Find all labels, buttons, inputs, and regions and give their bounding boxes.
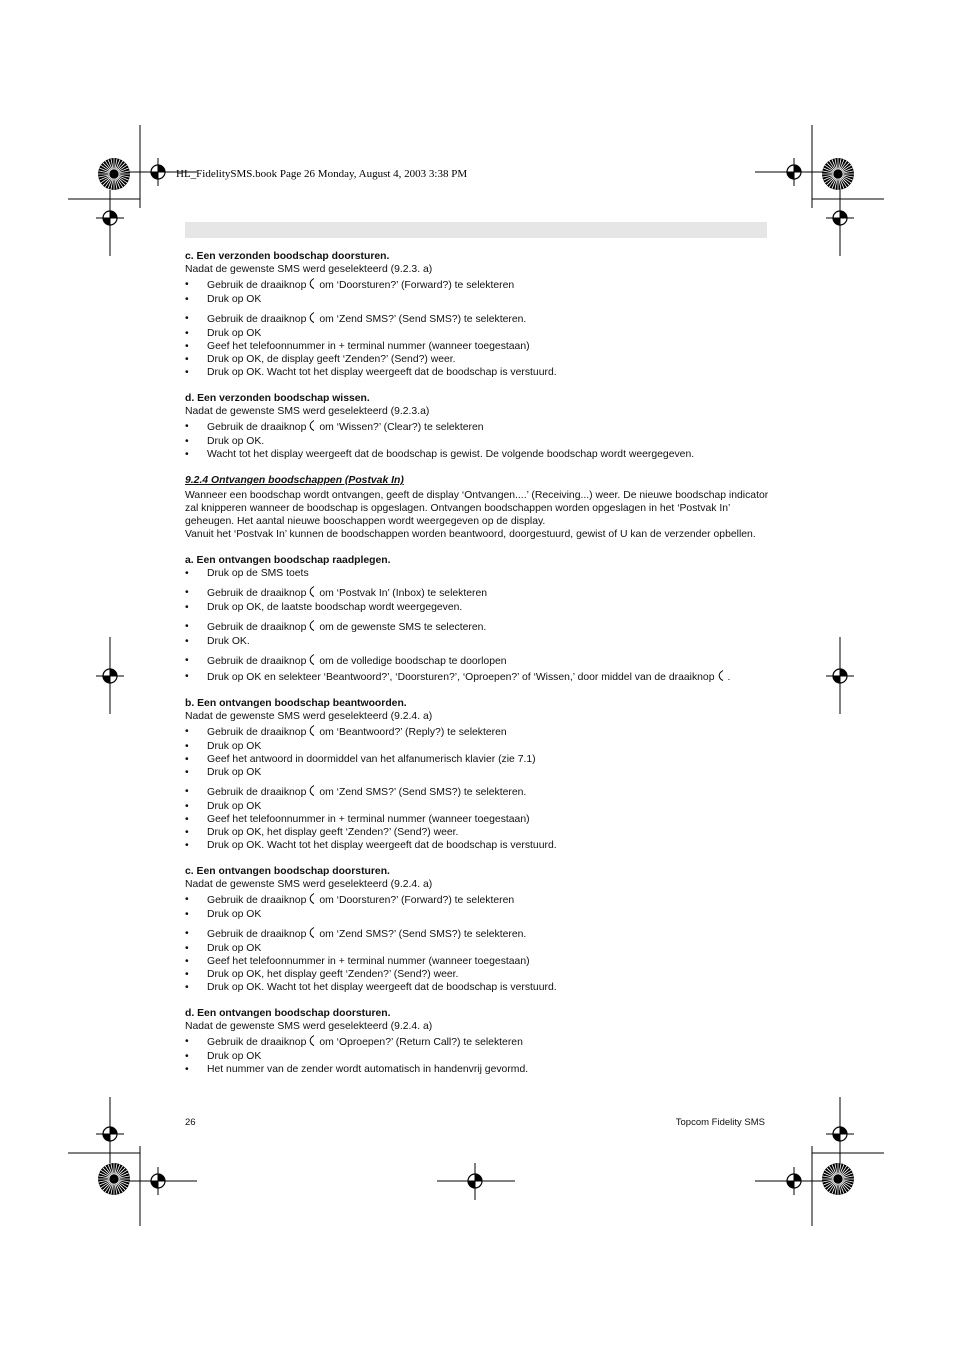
list-item-text: om de gewenste SMS te selecteren. — [319, 622, 487, 633]
list-item — [185, 839, 770, 852]
bullet-marker: • — [185, 328, 189, 339]
list-item-text: Druk op OK — [207, 801, 262, 812]
section-heading: d. Een ontvangen boodschap doorsturen. — [185, 1008, 391, 1019]
bullet-marker: • — [185, 449, 189, 460]
list-item-text: Druk op OK en selekteer ‘Beantwoord?’, ‘Doorsturen?’, ‘Oproepen?’ of ‘Wissen,’ door middel van de draaiknop — [207, 672, 715, 683]
list-item-text: . — [727, 672, 731, 683]
list-item-text: Gebruik de draaiknop — [207, 588, 307, 599]
bullet-marker: • — [185, 786, 189, 797]
list-item-text: Gebruik de draaiknop — [207, 787, 307, 798]
list-item-text: Druk op OK — [207, 328, 262, 339]
list-item-text: Druk op OK, de laatste boodschap wordt weergegeven. — [207, 602, 463, 613]
section-intro: Nadat de gewenste SMS werd geselekteerd (9.2.4. a) — [185, 711, 433, 722]
list-item — [185, 420, 770, 434]
list-item-text: Gebruik de draaiknop — [207, 656, 307, 667]
section-heading: b. Een ontvangen boodschap beantwoorden. — [185, 698, 407, 709]
bullet-marker: • — [185, 421, 189, 432]
list-item-text: Gebruik de draaiknop — [207, 622, 307, 633]
list-item — [185, 620, 770, 634]
list-item-text: Wacht tot het display weergeeft dat de boodschap is gewist. De volgende boodschap wordt weergegeven. — [207, 449, 695, 460]
subsection-title: 9.2.4 Ontvangen boodschappen (Postvak In) — [185, 475, 404, 486]
list-item — [185, 981, 770, 994]
list-item — [185, 1050, 770, 1063]
section-intro: Nadat de gewenste SMS werd geselekteerd (9.2.3. a) — [185, 264, 433, 275]
list-item — [185, 586, 770, 600]
bullet-marker: • — [185, 943, 189, 954]
list-item — [185, 353, 770, 366]
jog-dial-knob-icon — [309, 312, 315, 323]
list-item-text: Geef het telefoonnummer in + terminal nummer (wanneer toegestaan) — [207, 341, 530, 352]
jog-dial-knob-icon — [309, 893, 315, 904]
bullet-marker: • — [185, 814, 189, 825]
list-item-text: om ‘Beantwoord?’ (Reply?) te selekteren — [319, 727, 507, 738]
bullet-marker: • — [185, 767, 189, 778]
list-item-text: Gebruik de draaiknop — [207, 280, 307, 291]
list-item — [185, 670, 770, 684]
list-item-text: Druk op OK. Wacht tot het display weergeeft dat de boodschap is verstuurd. — [207, 367, 557, 378]
list-item-text: Geef het telefoonnummer in + terminal nummer (wanneer toegestaan) — [207, 814, 530, 825]
header-bar — [185, 222, 767, 238]
jog-dial-knob-icon — [309, 1035, 315, 1046]
list-item-text: Druk op OK. Wacht tot het display weergeeft dat de boodschap is verstuurd. — [207, 982, 557, 993]
bullet-marker: • — [185, 827, 189, 838]
bullet-marker: • — [185, 602, 189, 613]
list-item-text: Druk OK. — [207, 636, 250, 647]
bullet-marker: • — [185, 982, 189, 993]
bullet-marker: • — [185, 754, 189, 765]
list-item-text: Druk op OK — [207, 943, 262, 954]
bullet-marker: • — [185, 1064, 189, 1075]
list-item-text: Druk op OK — [207, 909, 262, 920]
list-item — [185, 293, 770, 306]
list-item — [185, 955, 770, 968]
list-item — [185, 766, 770, 779]
list-item-text: om de volledige boodschap te doorlopen — [319, 656, 507, 667]
jog-dial-knob-icon — [309, 785, 315, 796]
bullet-marker: • — [185, 1051, 189, 1062]
list-item-text: Druk op OK, de display geeft ‘Zenden?’ (Send?) weer. — [207, 354, 456, 365]
list-item-text: Druk op OK. Wacht tot het display weergeeft dat de boodschap is verstuurd. — [207, 840, 557, 851]
list-item-text: Gebruik de draaiknop — [207, 422, 307, 433]
list-item-text: Het nummer van de zender wordt automatisch in handenvrij gevormd. — [207, 1064, 529, 1075]
list-item — [185, 435, 770, 448]
list-item — [185, 813, 770, 826]
bullet-marker: • — [185, 928, 189, 939]
jog-dial-knob-icon — [309, 620, 315, 631]
list-item — [185, 800, 770, 813]
list-item-text: Gebruik de draaiknop — [207, 314, 307, 325]
section-heading: a. Een ontvangen boodschap raadplegen. — [185, 555, 391, 566]
jog-dial-knob-icon — [309, 278, 315, 289]
section-heading: c. Een verzonden boodschap doorsturen. — [185, 251, 390, 262]
bullet-list — [185, 420, 770, 461]
list-item-text: om ‘Doorsturen?’ (Forward?) te selekteren — [319, 895, 515, 906]
bullet-marker: • — [185, 894, 189, 905]
bullet-marker: • — [185, 279, 189, 290]
bullet-marker: • — [185, 741, 189, 752]
section-intro: Nadat de gewenste SMS werd geselekteerd (9.2.4. a) — [185, 1021, 433, 1032]
bullet-marker: • — [185, 621, 189, 632]
list-item-text: Druk op OK. — [207, 436, 265, 447]
section-heading: d. Een verzonden boodschap wissen. — [185, 393, 370, 404]
list-item — [185, 893, 770, 907]
section-intro: Nadat de gewenste SMS werd geselekteerd (9.2.3.a) — [185, 406, 430, 417]
book-file-info: HL_FidelitySMS.book Page 26 Monday, August 4, 2003 3:38 PM — [176, 168, 468, 180]
jog-dial-knob-icon — [309, 927, 315, 938]
list-item-text: Druk op OK — [207, 294, 262, 305]
list-item — [185, 635, 770, 648]
list-item — [185, 340, 770, 353]
list-item — [185, 601, 770, 614]
list-item — [185, 1035, 770, 1049]
list-item-text: om ‘Doorsturen?’ (Forward?) te selekteren — [319, 280, 515, 291]
list-item — [185, 968, 770, 981]
bullet-marker: • — [185, 840, 189, 851]
list-item — [185, 826, 770, 839]
list-item-text: om ‘Oproepen?’ (Return Call?) te selekteren — [319, 1037, 523, 1048]
bullet-list — [185, 893, 770, 994]
list-item-text: Druk op OK — [207, 1051, 262, 1062]
page-number: 26 — [185, 1117, 196, 1128]
bullet-list — [185, 1035, 770, 1076]
bullet-marker: • — [185, 313, 189, 324]
jog-dial-knob-icon — [309, 420, 315, 431]
jog-dial-knob-icon — [309, 725, 315, 736]
bullet-marker: • — [185, 956, 189, 967]
bullet-marker: • — [185, 671, 189, 682]
list-item-text: Druk op de SMS toets — [207, 568, 309, 579]
bullet-marker: • — [185, 294, 189, 305]
list-item — [185, 942, 770, 955]
list-item — [185, 927, 770, 941]
list-item — [185, 725, 770, 739]
list-item — [185, 567, 770, 580]
jog-dial-knob-icon — [309, 586, 315, 597]
bullet-marker: • — [185, 726, 189, 737]
list-item-text: Gebruik de draaiknop — [207, 1037, 307, 1048]
list-item — [185, 278, 770, 292]
list-item — [185, 740, 770, 753]
bullet-marker: • — [185, 587, 189, 598]
list-item-text: om ‘Wissen?’ (Clear?) te selekteren — [319, 422, 484, 433]
section-intro: Nadat de gewenste SMS werd geselekteerd (9.2.4. a) — [185, 879, 433, 890]
list-item-text: Druk op OK, het display geeft ‘Zenden?’ (Send?) weer. — [207, 827, 459, 838]
list-item — [185, 366, 770, 379]
list-item-text: Druk op OK — [207, 767, 262, 778]
bullet-list — [185, 278, 770, 379]
bullet-marker: • — [185, 341, 189, 352]
list-item-text: Geef het telefoonnummer in + terminal nummer (wanneer toegestaan) — [207, 956, 530, 967]
list-item-text: Gebruik de draaiknop — [207, 929, 307, 940]
bullet-marker: • — [185, 568, 189, 579]
bullet-marker: • — [185, 636, 189, 647]
list-item-text: om ‘Zend SMS?’ (Send SMS?) te selekteren. — [319, 787, 527, 798]
list-item-text: Gebruik de draaiknop — [207, 895, 307, 906]
jog-dial-knob-icon — [718, 670, 724, 681]
bullet-marker: • — [185, 1036, 189, 1047]
paragraph: Vanuit het ‘Postvak In’ kunnen de boodschappen worden beantwoord, doorgestuurd, gewist of U kan de verzender opbellen. — [185, 529, 756, 540]
list-item-text: om ‘Postvak In’ (Inbox) te selekteren — [319, 588, 488, 599]
bullet-marker: • — [185, 801, 189, 812]
bullet-marker: • — [185, 909, 189, 920]
list-item-text: Druk op OK, het display geeft ‘Zenden?’ (Send?) weer. — [207, 969, 459, 980]
paragraph: Wanneer een boodschap wordt ontvangen, geeft de display ‘Ontvangen....’ (Receiving...) weer. De nieuwe boodschap indicator zal knipperen wanneer de boodschap is opgeslagen. Ontvangen boodschappen worden opgeslagen in het ‘Postvak In’ geheugen. Het aantal nieuwe booschappen wordt weergegeven op de display. — [185, 490, 769, 527]
list-item — [185, 312, 770, 326]
bullet-list — [185, 567, 770, 684]
list-item — [185, 753, 770, 766]
page-content — [185, 250, 770, 1076]
list-item — [185, 448, 770, 461]
list-item — [185, 785, 770, 799]
bullet-marker: • — [185, 367, 189, 378]
list-item — [185, 327, 770, 340]
list-item-text: Druk op OK — [207, 741, 262, 752]
list-item-text: Geef het antwoord in doormiddel van het alfanumerisch klavier (zie 7.1) — [207, 754, 536, 765]
list-item-text: Gebruik de draaiknop — [207, 727, 307, 738]
list-item — [185, 908, 770, 921]
bullet-marker: • — [185, 354, 189, 365]
bullet-marker: • — [185, 969, 189, 980]
bullet-marker: • — [185, 436, 189, 447]
list-item-text: om ‘Zend SMS?’ (Send SMS?) te selekteren. — [319, 929, 527, 940]
jog-dial-knob-icon — [309, 654, 315, 665]
section-heading: c. Een ontvangen boodschap doorsturen. — [185, 866, 390, 877]
bullet-list — [185, 725, 770, 852]
list-item-text: om ‘Zend SMS?’ (Send SMS?) te selekteren. — [319, 314, 527, 325]
list-item — [185, 1063, 770, 1076]
footer-product-name: Topcom Fidelity SMS — [675, 1117, 765, 1128]
list-item — [185, 654, 770, 668]
bullet-marker: • — [185, 655, 189, 666]
